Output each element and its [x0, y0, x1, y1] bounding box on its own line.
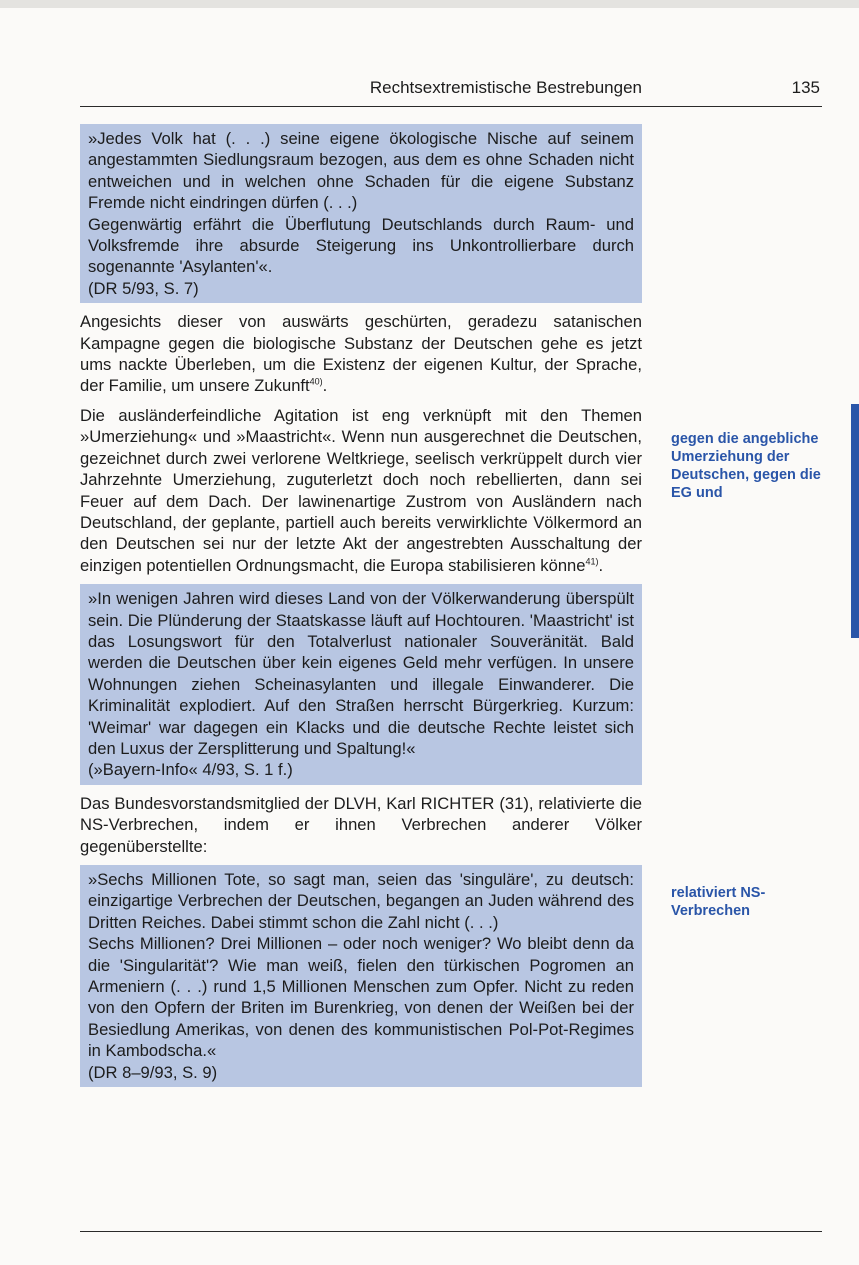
footnote-ref: 40): [309, 376, 323, 387]
quote-source: (»Bayern-Info« 4/93, S. 1 f.): [88, 760, 293, 780]
quote-source: (DR 8–9/93, S. 9): [88, 1062, 218, 1082]
section-marker-bar: [851, 404, 859, 638]
quote-block-1: [80, 124, 642, 303]
paragraph-text: Angesichts dieser von auswärts geschürten, geradezu satanischen Kampagne gegen die biologische Substanz der Deutschen gehe es jetzt ums nackte Überleben, um die Existenz der eigenen Kultur, der Sprache, der Familie, um unsere Zukunft: [80, 312, 642, 396]
quote-line: Gegenwärtig erfährt die Überflutung Deutschlands durch Raum- und Volksfremde ihre absurde Steigerung ins Unkontrollierbare durch sogenannte 'Asylanten'«.: [88, 214, 634, 277]
paragraph-text: Die ausländerfeindliche Agitation ist eng verknüpft mit den Themen »Umerziehung« und »Maastricht«. Wenn nun ausgerechnet die Deutschen, gezeichnet durch zwei verlorene Weltkriege, seelisch verkrüppelt durch vier Jahrzehnte Umerziehung, zuguterletzt doch noch rebellierten, dann sei Feuer auf dem Dach. Der lawinenartige Zustrom von Ausländern nach Deutschland, der geplante, partiell auch bereits verwirklichte Völkermord an den Deutschen sei nur der letzte Akt der angestrebten Ausschaltung der einzigen potentiellen Ordnungsmacht, die Europa stabilisieren könne: [80, 405, 642, 575]
page-top-band: [0, 0, 859, 8]
quote-line: Sechs Millionen? Drei Millionen – oder noch weniger? Wo bleibt denn da die 'Singularität'? Wie man weiß, fielen den türkischen Pogromen an Armeniern (. . .) rund 1,5 Millionen Menschen zum Opfer. Nicht zu reden von den Opfern der Briten im Burenkrieg, von denen der Weißen bei der Besiedlung Amerikas, von denen des kommunistischen Pol-Pot-Regimes in Kambodscha.«: [88, 934, 634, 1061]
header-rule: [80, 106, 822, 107]
paragraph-end: .: [598, 555, 604, 575]
header-title: Rechtsextremistische Bestrebungen: [369, 78, 642, 97]
paragraph-end: .: [322, 376, 328, 396]
margin-note-2: relativiert NS-Verbrechen: [671, 885, 766, 919]
running-header: [80, 78, 822, 102]
paragraph-3: Das Bundesvorstandsmitglied der DLVH, Karl RICHTER (31), relativierte die NS-Verbrechen, indem er ihnen Verbrechen anderer Völker gegenüberstellte:: [80, 793, 642, 856]
quote-source: (DR 5/93, S. 7): [88, 278, 199, 298]
paragraph-2: [80, 405, 642, 576]
footnote-ref: 41): [585, 556, 599, 567]
footer-rule: [80, 1231, 822, 1232]
quote-line: »Jedes Volk hat (. . .) seine eigene ökologische Nische auf seinem angestammten Siedlungsraum bezogen, aus dem es ohne Schaden nicht entweichen und in welchen ohne Schaden für die eigene Substanz Fremde nicht eindringen dürfen (. . .): [88, 129, 634, 213]
margin-note-1: gegen die angebliche Umerziehung der Deutschen, gegen die EG und: [671, 431, 821, 501]
quote-line: »In wenigen Jahren wird dieses Land von der Völkerwanderung überspült sein. Die Plünderung der Staatskasse läuft auf Hochtouren. 'Maastricht' ist das Losungswort für den Totalverlust nationaler Souveränität. Bald werden die Deutschen über kein eigenes Geld mehr verfügen. In unsere Wohnungen ziehen Scheinasylanten und illegale Einwanderer. Die Kriminalität explodiert. Auf den Straßen herrscht Bürgerkrieg. Kurzum: 'Weimar' war dagegen ein Klacks und die deutsche Rechte leistet sich den Luxus der Zersplitterung und Spaltung!«: [88, 589, 634, 758]
quote-line: »Sechs Millionen Tote, so sagt man, seien das 'singuläre', zu deutsch: einzigartige Verbrechen der Deutschen, begangen an Juden während des Dritten Reiches. Dabei stimmt schon die Zahl nicht (. . .): [88, 870, 634, 932]
quote-block-3: [80, 865, 642, 1087]
paragraph-1: [80, 311, 642, 397]
main-column: [80, 124, 642, 1087]
quote-block-2: [80, 584, 642, 785]
page-number: 135: [791, 78, 820, 97]
